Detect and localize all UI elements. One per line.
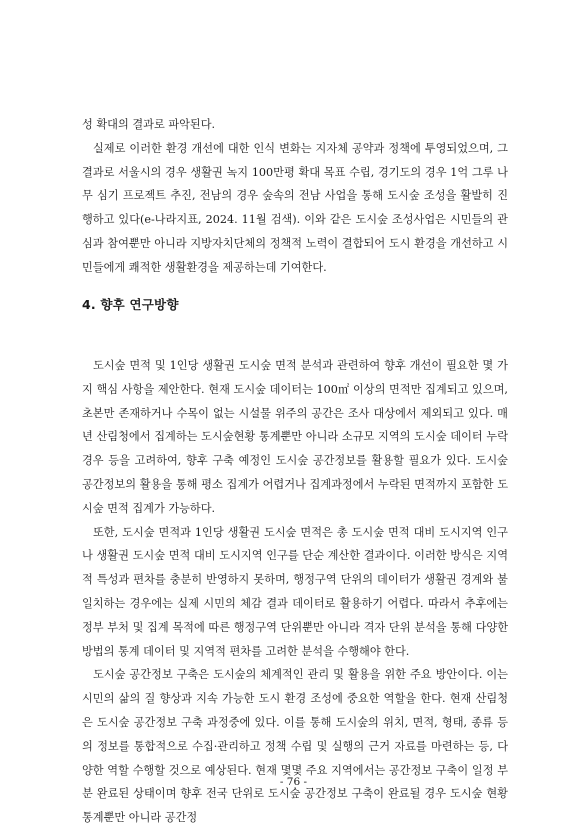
page-number: - 76 - [279, 776, 308, 788]
section-body [82, 354, 508, 830]
intro-paragraph: 실제로 이러한 환경 개선에 대한 인식 변화는 지자체 공약과 정책에 투영되었으며, 그 결과로 서울시의 경우 생활권 녹지 100만평 확대 목표 수립, 경기도의 경우 1억 그루 나무 심기 프로젝트 추진, 전남의 경우 숲속의 전남 사업을 통해 도시숲 조성을 활발히 진행하고 있다(e-나라지표, 2024. 11월 검색). 이와 같은 도시숲 조성사업은 시민들의 관심과 참여뿐만 아니라 지방자치단체의 정책적 노력이 결합되어 도시 환경을 개선하고 시민들에게 쾌적한 생활환경을 제공하는데 기여한다. [82, 141, 508, 274]
body-paragraph: 또한, 도시숲 면적과 1인당 생활권 도시숲 면적은 총 도시숲 면적 대비 도시지역 인구나 생활권 도시숲 면적 대비 도시지역 인구를 단순 계산한 결과이다. 이러한 방식은 지역적 특성과 편차를 충분히 반영하지 못하며, 행정구역 단위의 데이터가 생활권 경계와 불일치하는 경우에는 실제 시민의 체감 결과 데이터로 활용하기 어렵다. 따라서 추후에는 정부 부처 및 집계 목적에 따른 행정구역 단위뿐만 아니라 격자 단위 분석을 통해 다양한 방법의 통계 데이터 및 지역적 편차를 고려한 분석을 수행해야 한다. [82, 525, 508, 658]
continuation-line: 성 확대의 결과로 파악된다. [82, 118, 216, 131]
section-heading: 4. 향후 연구방향 [82, 297, 179, 312]
body-paragraph: 도시숲 공간정보 구축은 도시숲의 체계적인 관리 및 활용을 위한 주요 방안이다. 이는 시민의 삶의 질 향상과 지속 가능한 도시 환경 조성에 중요한 역할을 한다. 현재 산림청은 도시숲 공간정보 구축 과정중에 있다. 이를 통해 도시숲의 위치, 면적, 형태, 종류 등의 정보를 통합적으로 수집·관리하고 정책 수립 및 실행의 근거 자료를 마련하는 등, 다양한 역할 수행할 것으로 예상된다. 현재 몇몇 주요 지역에서는 공간정보 구축이 일정 부분 완료된 상태이며 향후 전국 단위로 도시숲 공간정보 구축이 완료될 경우 도시숲 현황 통계뿐만 아니라 공간정 [82, 668, 508, 825]
body-paragraph: 도시숲 면적 및 1인당 생활권 도시숲 면적 분석과 관련하여 향후 개선이 필요한 몇 가지 핵심 사항을 제안한다. 현재 도시숲 데이터는 100㎡ 이상의 면적만 집계되고 있으며, 초본만 존재하거나 수목이 없는 시설물 위주의 공간은 조사 대상에서 제외되고 있다. 매년 산림청에서 집계하는 도시숲현황 통계뿐만 아니라 소규모 지역의 도시숲 데이터 누락 경우 등을 고려하여, 향후 구축 예정인 도시숲 공간정보를 활용할 필요가 있다. 도시숲 공간정보의 활용을 통해 평소 집계가 어렵거나 집계과정에서 누락된 면적까지 포함한 도시숲 면적 집계가 가능하다. [82, 359, 508, 515]
intro-text-block [82, 113, 508, 280]
